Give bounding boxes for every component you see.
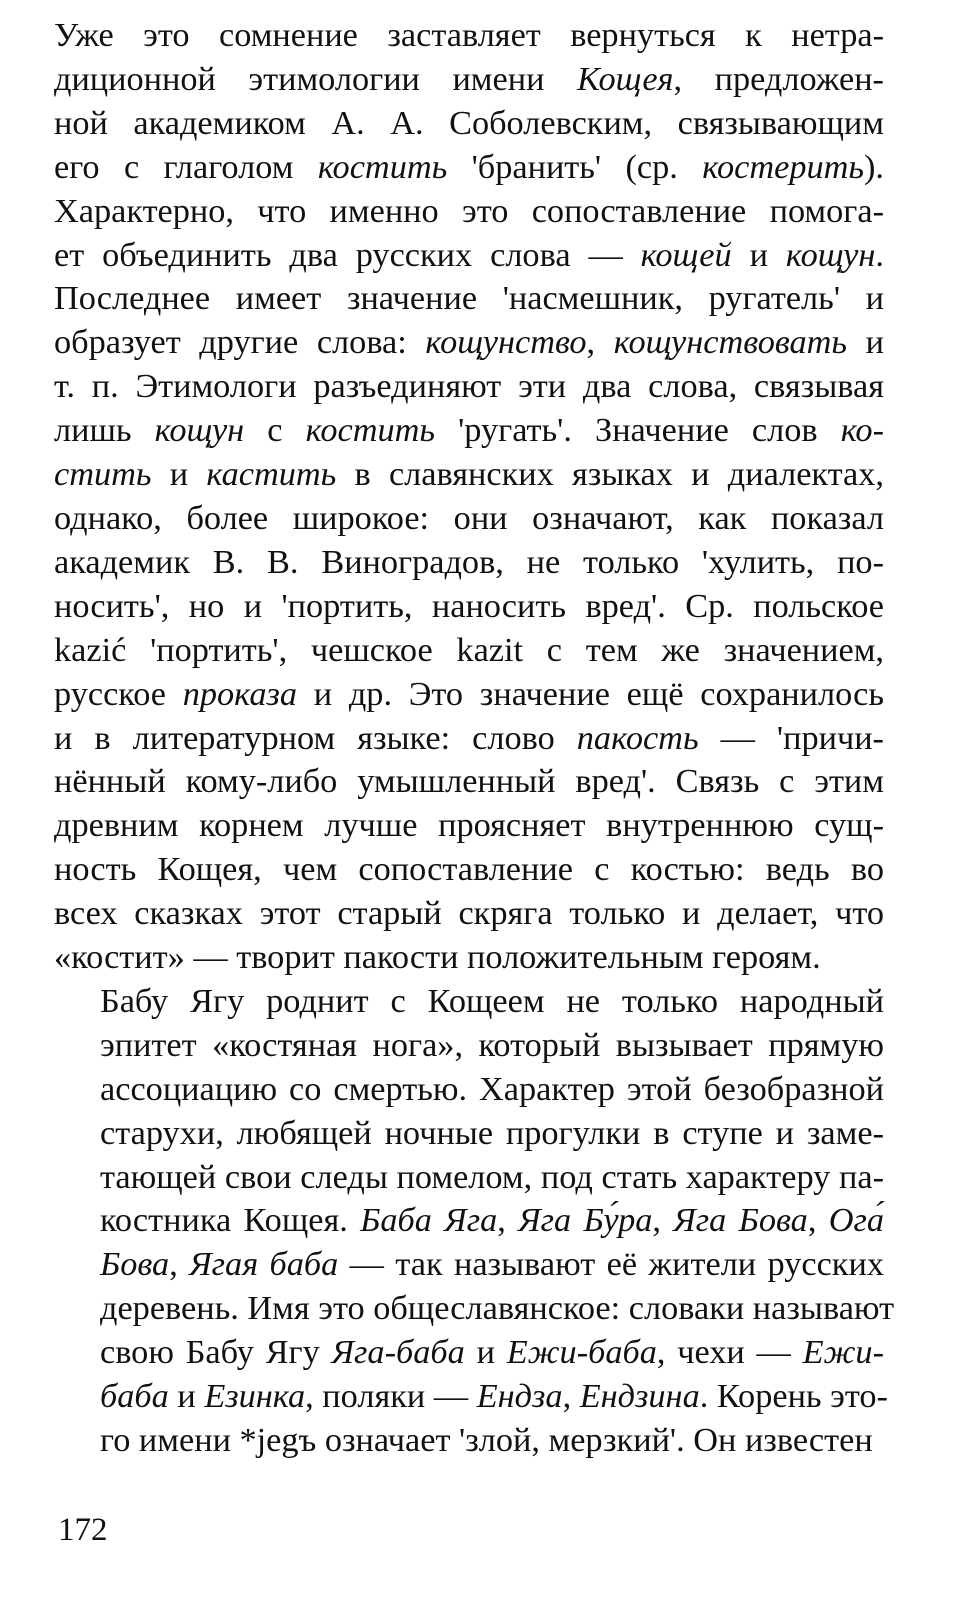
text-run: . Корень это- xyxy=(699,1377,888,1416)
text-run: ной академиком А. А. Соболевским, связывающим xyxy=(54,103,884,142)
italic-term: кощун xyxy=(785,235,876,274)
text-run: русское xyxy=(54,674,183,713)
text-run: носить', но и 'портить, наносить вред'. Ср. польское xyxy=(54,586,884,625)
text-run: , xyxy=(586,323,614,362)
text-line xyxy=(54,1375,888,1419)
text-line xyxy=(54,1287,895,1331)
text-run: , xyxy=(497,1201,519,1240)
text-run: однако, более широкое: они означают, как показал xyxy=(54,498,884,537)
text-line xyxy=(54,14,884,58)
italic-term: ко- xyxy=(840,411,884,450)
text-line xyxy=(54,190,884,234)
text-run: ность Кощея, чем сопоставление с костью: ведь во xyxy=(54,850,884,889)
italic-term: Ягая баба xyxy=(189,1245,339,1284)
text-run: ет объединить два русских слова — xyxy=(54,235,641,274)
text-run: свою Бабу Ягу xyxy=(100,1333,332,1372)
text-run: , xyxy=(169,1245,190,1284)
text-run: Последнее имеет значение 'насмешник, ругатель' и xyxy=(54,279,884,318)
italic-term: Баба Яга xyxy=(360,1201,498,1240)
italic-term: стить xyxy=(54,455,152,494)
text-line xyxy=(54,1199,884,1243)
italic-term: пакость xyxy=(576,718,699,757)
text-run: деревень. Имя это общеславянское: словаки называют xyxy=(100,1289,895,1328)
text-line xyxy=(54,1068,884,1112)
text-line xyxy=(54,673,884,717)
text-run: «костит» — творит пакости положительным героям. xyxy=(54,938,821,977)
text-line xyxy=(54,453,884,497)
text-line xyxy=(54,541,884,585)
italic-term: кощунствовать xyxy=(613,323,848,362)
text-run: и xyxy=(847,323,884,362)
text-run: всех сказках этот старый скряга только и делает, что xyxy=(54,894,884,933)
text-run: ). xyxy=(864,147,884,186)
text-run: и xyxy=(168,1377,205,1416)
text-line xyxy=(54,848,884,892)
italic-term: Ендзина xyxy=(579,1377,700,1416)
italic-term: проказа xyxy=(182,674,298,713)
text-line xyxy=(54,58,884,102)
text-run: и в литературном языке: слово xyxy=(54,718,577,757)
text-run: Бабу Ягу роднит с Кощеем не только народный xyxy=(100,981,884,1020)
text-run: и xyxy=(464,1333,507,1372)
text-run: академик В. В. Виноградов, не только 'хулить, по- xyxy=(54,542,884,581)
body-text xyxy=(54,14,895,1463)
text-line xyxy=(54,585,884,629)
text-run: нённый кому-либо умышленный вред'. Связь с этим xyxy=(54,762,884,801)
text-line xyxy=(54,409,884,453)
text-run: в славянских языках и диалектах, xyxy=(336,455,884,494)
text-run: древним корнем лучше проясняет внутреннюю сущ- xyxy=(54,806,884,845)
text-run: , xyxy=(652,1201,674,1240)
italic-term: Ежи- xyxy=(802,1333,884,1372)
text-run: эпитет «костяная нога», который вызывает прямую xyxy=(100,1025,884,1064)
italic-term: кощей xyxy=(640,235,732,274)
text-line xyxy=(54,234,884,278)
text-run: и др. Это значение ещё сохранилось xyxy=(297,674,884,713)
text-line xyxy=(54,804,884,848)
text-run: и xyxy=(151,455,207,494)
italic-term: Ога́ xyxy=(828,1201,884,1240)
text-line xyxy=(54,497,884,541)
text-run: его с глаголом xyxy=(54,147,318,186)
text-line xyxy=(54,1112,884,1156)
text-line xyxy=(54,1419,884,1463)
text-line xyxy=(54,102,884,146)
text-run: костника Кощея. xyxy=(100,1201,361,1240)
text-line xyxy=(54,365,884,409)
text-run: лишь xyxy=(54,411,155,450)
text-run: , xyxy=(807,1201,829,1240)
italic-term: Бова xyxy=(100,1245,170,1284)
italic-term: Ендза xyxy=(476,1377,563,1416)
text-run: го имени *jegъ означает 'злой, мерзкий'. Он известен xyxy=(100,1421,873,1459)
text-run: старухи, любящей ночные прогулки в ступе и заме- xyxy=(100,1113,884,1152)
text-line xyxy=(54,629,884,673)
text-run: , xyxy=(562,1377,580,1416)
italic-term: кощун xyxy=(154,411,245,450)
italic-term: Ежи-баба xyxy=(506,1333,657,1372)
italic-term: Яга Бу́ра xyxy=(518,1201,653,1240)
italic-term: Кощея xyxy=(576,59,674,98)
text-run: т. п. Этимологи разъединяют эти два слова, связывая xyxy=(54,367,884,406)
text-line xyxy=(54,277,884,321)
text-line xyxy=(54,892,884,936)
text-run: . xyxy=(875,235,884,274)
text-run: , чехи — xyxy=(656,1333,803,1372)
text-line xyxy=(54,1243,884,1287)
paragraph xyxy=(54,14,884,980)
italic-term: кастить xyxy=(206,455,337,494)
text-line xyxy=(54,146,884,190)
text-run: , предложен- xyxy=(673,59,884,98)
italic-term: кощунство xyxy=(425,323,587,362)
text-line xyxy=(54,321,884,365)
text-line xyxy=(54,980,884,1024)
text-line xyxy=(54,936,884,980)
italic-term: костить xyxy=(317,147,448,186)
text-line xyxy=(54,717,884,761)
text-run: ассоциацию со смертью. Характер этой безобразной xyxy=(100,1069,884,1108)
italic-term: баба xyxy=(100,1377,169,1416)
text-run: образует другие слова: xyxy=(54,323,426,362)
text-run: диционной этимологии имени xyxy=(54,59,577,98)
text-line xyxy=(54,1331,884,1375)
text-run: тающей свои следы помелом, под стать характеру па- xyxy=(100,1157,884,1196)
text-run: с xyxy=(244,411,306,450)
text-line xyxy=(54,760,884,804)
text-run: 'ругать'. Значение слов xyxy=(435,411,841,450)
text-run: 'бранить' (ср. xyxy=(447,147,703,186)
text-run: Уже это сомнение заставляет вернуться к нетра- xyxy=(54,16,884,54)
text-line xyxy=(54,1156,884,1200)
text-run: — так называют её жители русских xyxy=(338,1245,884,1284)
text-run: и xyxy=(731,235,786,274)
text-line xyxy=(54,1024,884,1068)
italic-term: Езинка xyxy=(204,1377,306,1416)
text-run: — 'причи- xyxy=(698,718,884,757)
text-run: , поляки — xyxy=(305,1377,477,1416)
text-run: kazić 'портить', чешское kazit с тем же значением, xyxy=(54,630,884,669)
page-number: 172 xyxy=(58,1512,108,1548)
italic-term: костить xyxy=(305,411,436,450)
italic-term: Яга Бова xyxy=(673,1201,808,1240)
text-run: Характерно, что именно это сопоставление помога- xyxy=(54,191,884,230)
paragraph xyxy=(54,980,895,1463)
italic-term: Яга-баба xyxy=(331,1333,465,1372)
italic-term: костерить xyxy=(702,147,864,186)
